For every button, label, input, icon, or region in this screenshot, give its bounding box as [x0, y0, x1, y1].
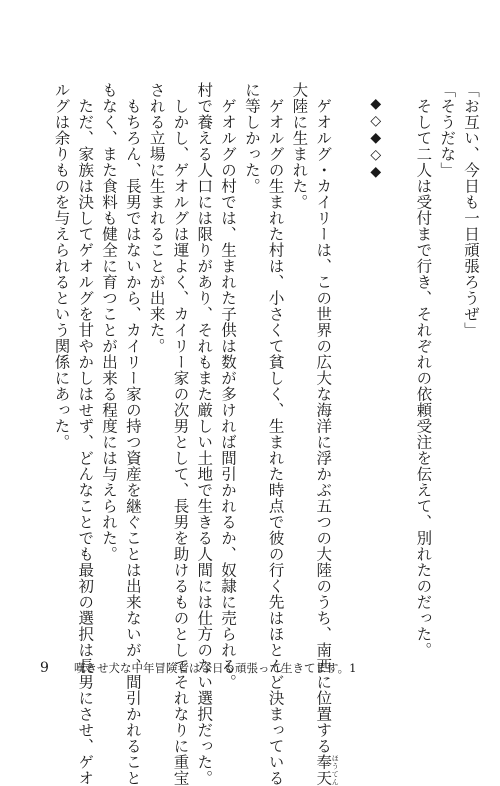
- text-line: 「お互い、今日も一日頑張ろうぜ」: [462, 82, 480, 338]
- text-line: ゲオルグの村では、生まれた子供は数が多ければ間引かれるか、奴隷に売られる。: [219, 97, 238, 690]
- text-line: もなく、また食料も健全に育つことが出来る程度には与えられた。: [100, 82, 119, 562]
- page-footer: [40, 660, 356, 676]
- text-line: そして二人は受付まで行き、それぞれの依頼受注を伝えて、別れたのだった。: [414, 97, 433, 658]
- text-line: ルグは余りものを与えられるという関係にあった。: [52, 82, 71, 450]
- text-line: 村で養える人口には限りがあり、それもまた厳しい土地で生きる人間には仕方のない選択だった。: [195, 82, 214, 786]
- text-line: ゲオルグの生まれた村は、小さくて貧しく、生まれた時点で彼の行く先はほとんど決まっている: [266, 97, 285, 786]
- text-line: しかし、ゲオルグは運よく、カイリー家の次男として、長男を助けるものとしてそれなりに重宝: [171, 97, 190, 786]
- text-line: ただ、家族は決してゲオルグを甘やかしはせず、どんなことでも最初の選択は長男にさせ、ゲオ: [76, 97, 95, 786]
- text-line: に等しかった。: [242, 82, 261, 194]
- text-line: ゲオルグ・カイリーは、この世界の広大な海洋に浮かぶ五つの大陸のうち、南西に位置する奉天 ほうてん: [314, 97, 340, 786]
- blank-line: [387, 82, 411, 682]
- page-number: 9: [40, 660, 49, 676]
- text-line: される立場に生まれることが出来た。: [147, 82, 166, 354]
- text-line: もちろん、長男ではないから、カイリー家の持つ資産を継ぐことは出来ないが、間引かれること: [123, 97, 142, 786]
- body-text: [49, 82, 482, 786]
- ruby-annotation: 奉天 ほうてん: [314, 753, 340, 786]
- running-title: 嘆きせ犬な中年冒険者は今日も頑張って生きてます。1: [74, 661, 357, 675]
- text-line: 大陸に生まれた。: [290, 82, 309, 210]
- scene-break-ornament: ◆◇◆◇◆: [367, 96, 384, 181]
- blank-line: [339, 82, 363, 682]
- text-line: 「そうだな」: [438, 82, 457, 178]
